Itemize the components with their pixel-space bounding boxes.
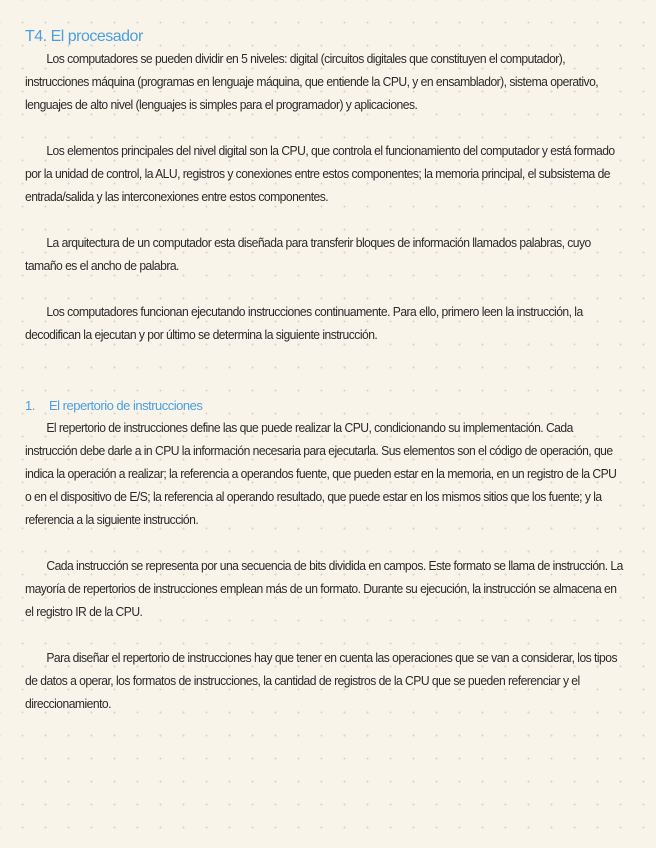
- section-title: El repertorio de instrucciones: [49, 398, 203, 413]
- paragraph-arquitectura: La arquitectura de un computador esta diseñada para transferir bloques de información llamados palabras, cuyo tamaño es el ancho de palabra.: [25, 236, 591, 273]
- section-number: 1.: [25, 398, 35, 413]
- paragraph-diseno: Para diseñar el repertorio de instrucciones hay que tener en cuenta las operaciones que se van a considerar, los tipos de datos a operar, los formatos de instrucciones, la cantidad de registros de la CPU que se pueden referenciar y el direccionamiento.: [25, 651, 617, 711]
- section-heading: [25, 394, 625, 417]
- paragraph-formato: Cada instrucción se representa por una secuencia de bits dividida en campos. Este formato se llama de instrucción. La mayoría de repertorios de instrucciones emplean más de un formato. Durante su ejecución, la instrucción se almacena en el registro IR de la CPU.: [25, 559, 623, 619]
- spacer: [25, 347, 625, 394]
- paragraph-repertorio: El repertorio de instrucciones define las que puede realizar la CPU, condicionando su implementación. Cada instrucción debe darle a in CPU la información necesaria para ejecutarla. Sus elementos son el código de operación, que indica la operación a realizar; la referencia a operandos fuente, que pueden estar en la memoria, en un registro de la CPU o en el dispositivo de E/S; la referencia al operando resultado, que puede estar en los mismos sitios que los fuente; y la referencia a la siguiente instrucción.: [25, 421, 617, 527]
- spacer: [25, 209, 625, 232]
- page-title: T4. El procesador: [25, 28, 143, 45]
- spacer: [25, 117, 625, 140]
- spacer: [25, 624, 625, 647]
- note-page: [25, 26, 625, 716]
- paragraph-elementos: Los elementos principales del nivel digital son la CPU, que controla el funcionamiento del computador y está formado por la unidad de control, la ALU, registros y conexiones entre estos componentes; la memoria principal, el subsistema de entrada/salida y las interconexiones entre estos componentes.: [25, 144, 615, 204]
- paragraph-ejecucion: Los computadores funcionan ejecutando instrucciones continuamente. Para ello, primero leen la instrucción, la decodifican la ejecutan y por último se determina la siguiente instrucción.: [25, 305, 583, 342]
- paragraph-niveles: Los computadores se pueden dividir en 5 niveles: digital (circuitos digitales que constituyen el computador), instrucciones máquina (programas en lenguaje máquina, que entiende la CPU, y en ensamblador), sistema operativo, lenguajes de alto nivel (lenguajes is simples para el programador) y aplicaciones.: [25, 52, 599, 112]
- spacer: [25, 532, 625, 555]
- spacer: [25, 278, 625, 301]
